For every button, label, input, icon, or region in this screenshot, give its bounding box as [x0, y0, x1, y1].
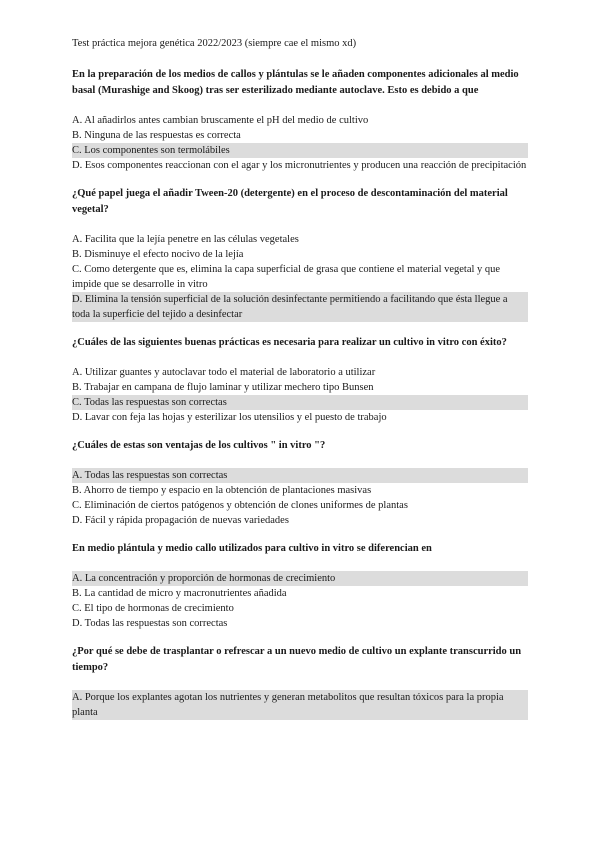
- answer-options: [72, 113, 528, 173]
- question-text: ¿Cuáles de estas son ventajas de los cultivos " in vitro "?: [72, 440, 326, 451]
- answer-option: B. Ninguna de las respuestas es correcta: [72, 130, 241, 141]
- question-text: En la preparación de los medios de callos y plántulas se le añaden componentes adicionales al medio basal (Murashige and Skoog) tras ser esterilizado mediante autoclave. Esto es debido a que: [72, 69, 519, 96]
- question-text: ¿Por qué se debe de trasplantar o refrescar a un nuevo medio de cultivo un explante transcurrido un tiempo?: [72, 646, 522, 673]
- document-title: Test práctica mejora genética 2022/2023 (siempre cae el mismo xd): [72, 38, 357, 49]
- question-list: [72, 67, 528, 720]
- answer-option: B. Disminuye el efecto nocivo de la lejía: [72, 249, 244, 260]
- answer-options: [72, 690, 528, 720]
- answer-option: B. Ahorro de tiempo y espacio en la obtención de plantaciones masivas: [72, 485, 372, 496]
- answer-option: D. Lavar con feja las hojas y esterilizar los utensilios y el puesto de trabajo: [72, 412, 387, 423]
- answer-option: C. Como detergente que es, elimina la capa superficial de grasa que contiene el material vegetal y que impide que se desarrolle in vitro: [72, 264, 501, 290]
- answer-option-highlighted: A. La concentración y proporción de hormonas de crecimiento: [72, 571, 528, 586]
- answer-options: [72, 571, 528, 631]
- question-text: ¿Qué papel juega el añadir Tween-20 (detergente) en el proceso de descontaminación del material vegetal?: [72, 188, 508, 215]
- answer-options: [72, 232, 528, 322]
- answer-option: A. Utilizar guantes y autoclavar todo el material de laboratorio a utilizar: [72, 367, 376, 378]
- document-page: [72, 36, 528, 733]
- answer-option-highlighted: A. Todas las respuestas son correctas: [72, 468, 528, 483]
- answer-options: [72, 365, 528, 425]
- question-block: [72, 541, 528, 631]
- answer-option-highlighted: D. Elimina la tensión superficial de la solución desinfectante permitiendo a facilitando que ésta llegue a toda la superficie del tejido a desinfectar: [72, 292, 528, 322]
- answer-option: A. Al añadirlos antes cambian bruscamente el pH del medio de cultivo: [72, 115, 369, 126]
- answer-option: C. El tipo de hormonas de crecimiento: [72, 603, 234, 614]
- question-text: ¿Cuáles de las siguientes buenas prácticas es necesaria para realizar un cultivo in vitro con éxito?: [72, 337, 507, 348]
- answer-option-highlighted: C. Los componentes son termolábiles: [72, 143, 528, 158]
- answer-options: [72, 468, 528, 528]
- answer-option: D. Esos componentes reaccionan con el agar y los micronutrientes y producen una reacción de precipitación: [72, 160, 527, 171]
- answer-option-highlighted: A. Porque los explantes agotan los nutrientes y generan metabolitos que resultan tóxicos para la propia planta: [72, 690, 528, 720]
- answer-option-highlighted: C. Todas las respuestas son correctas: [72, 395, 528, 410]
- question-block: [72, 438, 528, 528]
- answer-option: B. La cantidad de micro y macronutrientes añadida: [72, 588, 287, 599]
- question-block: [72, 644, 528, 720]
- question-block: [72, 335, 528, 425]
- answer-option: C. Eliminación de ciertos patógenos y obtención de clones uniformes de plantas: [72, 500, 408, 511]
- question-block: [72, 186, 528, 322]
- answer-option: B. Trabajar en campana de flujo laminar y utilizar mechero tipo Bunsen: [72, 382, 374, 393]
- question-block: [72, 67, 528, 173]
- answer-option: D. Todas las respuestas son correctas: [72, 618, 228, 629]
- question-text: En medio plántula y medio callo utilizados para cultivo in vitro se diferencian en: [72, 543, 432, 554]
- answer-option: A. Facilita que la lejía penetre en las células vegetales: [72, 234, 299, 245]
- answer-option: D. Fácil y rápida propagación de nuevas variedades: [72, 515, 289, 526]
